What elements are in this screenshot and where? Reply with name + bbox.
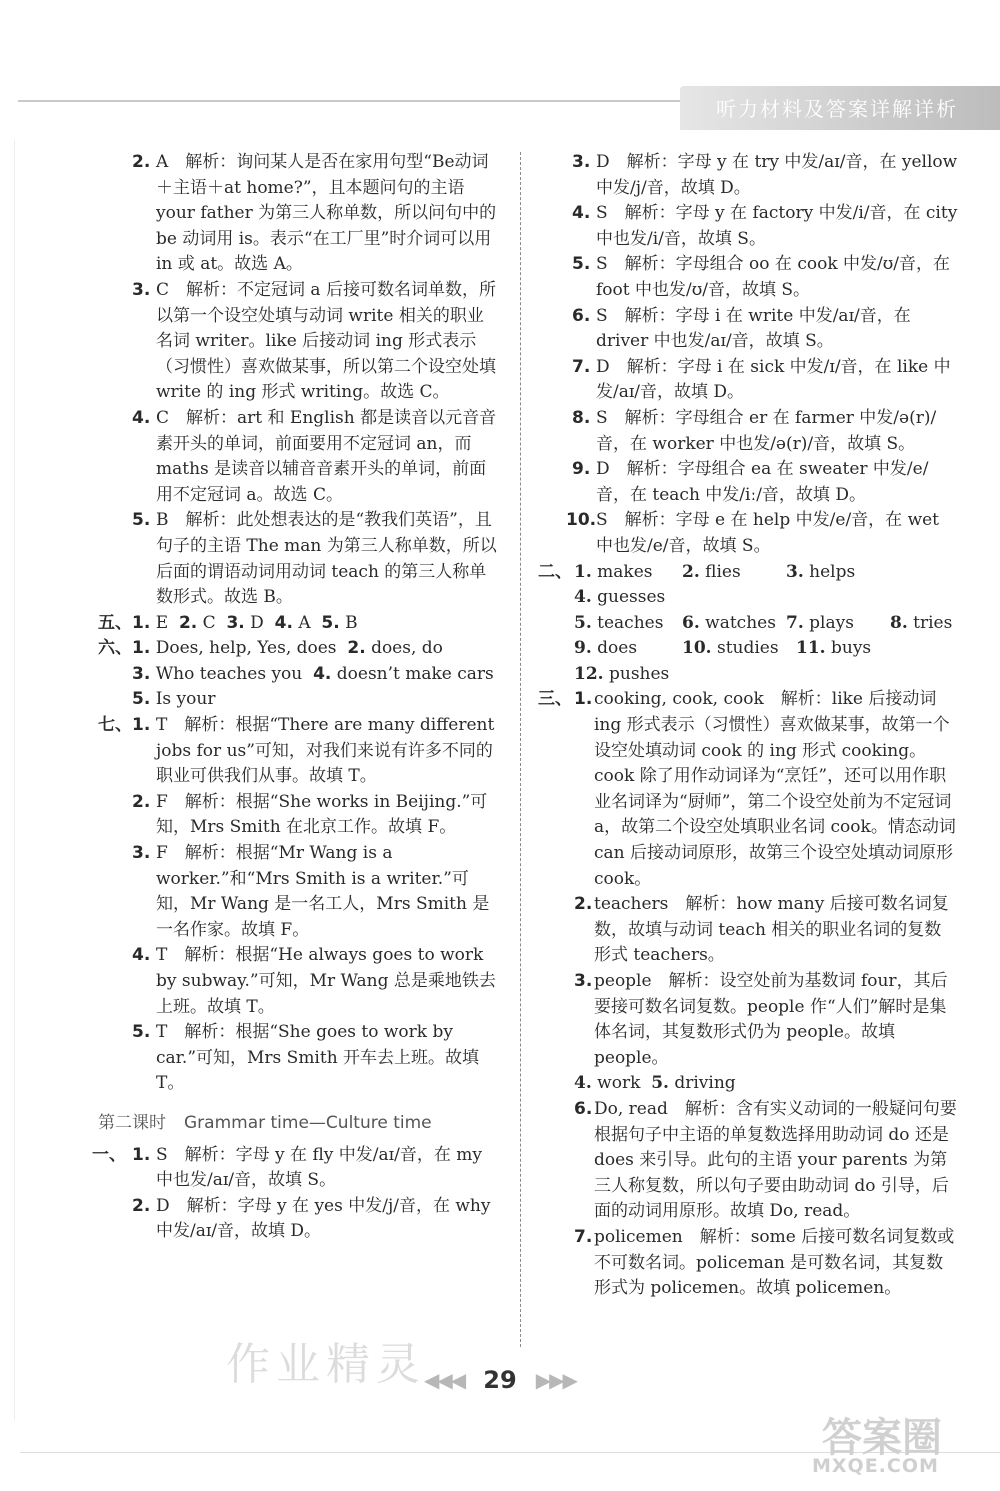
answer-item: 10. S 解析：字母 e 在 help 中发/e/音，在 wet 中也发/e/音，故填 S。	[566, 510, 940, 556]
answer-item: 7. policemen 解析：some 后接可数名词复数或不可数名词。policeman 是可数名词，其复数形式为 policemen。故填 policemen。	[574, 1226, 955, 1299]
header-tab-label: 听力材料及答案详解详析	[716, 97, 958, 121]
section-seven: 七、 1. T 解析：根据“There are many different jobs for us”可知，对我们来说有许多不同的职业可供我们从事。故填 T。 2. F 解析：根据“She works in Beijing.”可知，Mrs Smith 在北京工作。故填 F。 3. F 解析：根据“Mr Wang is a worker.”和“Mrs Smith is a writer.”可知，Mr Wang 是一名工人，Mrs Smith 是一名作家。故填 F。 4. T 解析：根据“He always goes to work by subway.”可知，Mr Wang 总是乘地铁去上班。故填 T。 5. T 解析：根据“She goes to work by car.”可知，Mrs Smith 开车去上班。故填 T。	[98, 713, 498, 1097]
answer-item: 7. D 解析：字母 i 在 sick 中发/ɪ/音，在 like 中发/aɪ/音，故填 D。	[572, 356, 951, 403]
next-arrows-icon: ▶▶▶	[535, 1368, 576, 1392]
section-one: 一、 1. S 解析：字母 y 在 fly 中发/aɪ/音，在 my 中也发/aɪ/音，故填 S。 2. D 解析：字母 y 在 yes 中发/j/音，在 why 中发/aɪ/音，故填 D。	[98, 1143, 498, 1245]
answer-item: 3. F 解析：根据“Mr Wang is a worker.”和“Mrs Smith is a writer.”可知，Mr Wang 是一名工人，Mrs Smith 是一名作家。故填 F。	[132, 843, 490, 940]
answer-item: 1. cooking, cook, cook 解析：like 后接动词 ing 形式表示（习惯性）喜欢做某事，故第一个设空处填动词 cook 的 ing 形式 cooking。cook 除了用作动词译为“烹饪”，还可以用作职业名词译为“厨师”，第二个设空处前为不定冠词 a，故第二个设空处填职业名词 cook。情态动词 can 后接动词原形，故第三个设空处填动词原形 cook。	[574, 689, 956, 889]
answer-item: 3. D 解析：字母 y 在 try 中发/aɪ/音，在 yellow 中发/j/音，故填 D。	[572, 152, 958, 198]
section-two: 二、 1. makes 2. flies 3. helps4. guesses 5. teaches 6. watches 7. plays 8. tries 9. does 10. studies 11. buys12. pushes	[538, 560, 958, 688]
answer-item: 3. people 解析：设空处前为基数词 four，其后要接可数名词复数。people 作“人们”解时是集体名词，其复数形式仍为 people。故填 people。	[574, 971, 948, 1068]
column-divider	[520, 152, 521, 1347]
answer-item: 2. F 解析：根据“She works in Beijing.”可知，Mrs Smith 在北京工作。故填 F。	[132, 791, 488, 838]
section-two-row: 9. does 10. studies 11. buys12. pushes	[574, 638, 872, 684]
section-two-row: 1. makes 2. flies 3. helps4. guesses	[574, 561, 856, 608]
answer-item: 8. S 解析：字母组合 er 在 farmer 中发/ə(r)/音，在 worker 中也发/ə(r)/音，故填 S。	[572, 407, 937, 454]
answer-item: 4. S 解析：字母 y 在 factory 中发/i/音，在 city 中也发/i/音，故填 S。	[572, 203, 958, 249]
section-six-row: 3. Who teaches you 4. doesn’t make cars	[132, 663, 494, 684]
answer-item: 1. T 解析：根据“There are many different jobs for us”可知，对我们来说有许多不同的职业可供我们从事。故填 T。	[132, 715, 495, 787]
left-column	[92, 150, 498, 1245]
right-column	[538, 150, 958, 1302]
page-edge	[14, 140, 15, 1420]
section-three: 三、 1. cooking, cook, cook 解析：like 后接动词 ing 形式表示（习惯性）喜欢做某事，故第一个设空处填动词 cook 的 ing 形式 cooking。cook 除了用作动词译为“烹饪”，还可以用作职业名词译为“厨师”，第二个设空处前为不定冠词 a，故第二个设空处填职业名词 cook。情态动词 can 后接动词原形，故第三个设空处填动词原形 cook。 2. teachers 解析：how many 后接可数名词复数，故填与动词 teach 相关的职业名词的复数形式 teachers。 3. people 解析：设空处前为基数词 four，其后要接可数名词复数。people 作“人们”解时是集体名词，其复数形式仍为 people。故填 people。 4. work 5. driving 6. Do, read 解析：含有实义动词的一般疑问句要根据句子中主语的单复数选择用助动词 do 还是 does 来引导。此句的主语 your parents 为第三人称复数，所以句子要由助动词 do 引导，后面的动词用原形。故填 Do, read。 7. policemen 解析：some 后接可数名词复数或不可数名词。policeman 是可数名词，其复数形式为 policemen。故填 policemen。	[538, 687, 958, 1301]
answer-item: 4. work 5. driving	[574, 1073, 736, 1094]
section-six-row: 1. Does, help, Yes, does 2. does, do	[132, 638, 443, 659]
answer-item: 2. A 解析：询问某人是否在家用句型“Be动词＋主语＋at home?”，且本题问句的主语 your father 为第三人称单数，所以问句中的 be 动词用 is。表示“在工厂里”时介词可以用 in 或 at。故选 A。	[132, 152, 497, 275]
answer-item: 5. B 解析：此处想表达的是“教我们英语”，且句子的主语 The man 为第三人称单数，所以后面的谓语动词用动词 teach 的第三人称单数形式。故选 B。	[132, 510, 497, 608]
page-number: 29	[483, 1366, 517, 1394]
answer-item: 5. S 解析：字母组合 oo 在 cook 中发/ʊ/音，在 foot 中也发/ʊ/音，故填 S。	[572, 254, 951, 300]
answer-item: 6. S 解析：字母 i 在 write 中发/aɪ/音，在 driver 中也发/aɪ/音，故填 S。	[572, 305, 911, 352]
answer-item: 6. Do, read 解析：含有实义动词的一般疑问句要根据句子中主语的单复数选择用助动词 do 还是 does 来引导。此句的主语 your parents 为第三人称复数，所以句子要由助动词 do 引导，后面的动词用原形。故填 Do, read。	[574, 1098, 957, 1222]
watermark-logo: 答案圈	[822, 1415, 942, 1461]
answer-item: 2. teachers 解析：how many 后接可数名词复数，故填与动词 teach 相关的职业名词的复数形式 teachers。	[574, 894, 949, 966]
section-six-row: 5. Is your	[132, 689, 216, 710]
watermark-url: MXQE.COM	[812, 1455, 939, 1477]
answer-item: 2. D 解析：字母 y 在 yes 中发/j/音，在 why 中发/aɪ/音，故填 D。	[132, 1195, 491, 1242]
prev-arrows-icon: ◀◀◀	[424, 1368, 465, 1392]
answer-item: 4. C 解析：art 和 English 都是读音以元音音素开头的单词，前面要用不定冠词 an，而 maths 是读音以辅音音素开头的单词，前面用不定冠词 a。故选 C。	[132, 407, 497, 505]
answer-item: 5. T 解析：根据“She goes to work by car.”可知，Mrs Smith 开车去上班。故填 T。	[132, 1022, 480, 1094]
section-two-row: 5. teaches 6. watches 7. plays 8. tries	[574, 612, 953, 633]
answer-item: 9. D 解析：字母组合 ea 在 sweater 中发/e/音，在 teach 中发/iː/音，故填 D。	[572, 459, 929, 505]
answer-item: 3. C 解析：不定冠词 a 后接可数名词单数，所以第一个设空处填与动词 write 相关的职业名词 writer。like 后接动词 ing 形式表示（习惯性）喜欢做某事，所以第二个设空处填 write 的 ing 形式 writing。故选 C。	[132, 279, 496, 403]
page-footer	[0, 1366, 1000, 1394]
section-five: 五、 1. E 2. C 3. D 4. A 5. B	[98, 612, 358, 633]
watermark-text: 作业精灵	[226, 1339, 426, 1390]
answer-item: 4. T 解析：根据“He always goes to work by subway.”可知，Mr Wang 总是乘地铁去上班。故填 T。	[132, 945, 496, 1017]
answer-item: 1. S 解析：字母 y 在 fly 中发/aɪ/音，在 my 中也发/aɪ/音，故填 S。	[132, 1144, 482, 1191]
lesson-heading: 第二课时 Grammar time—Culture time	[98, 1112, 432, 1133]
section-six: 六、 1. Does, help, Yes, does 2. does, do 3. Who teaches you 4. doesn’t make cars 5. Is your	[98, 636, 498, 713]
